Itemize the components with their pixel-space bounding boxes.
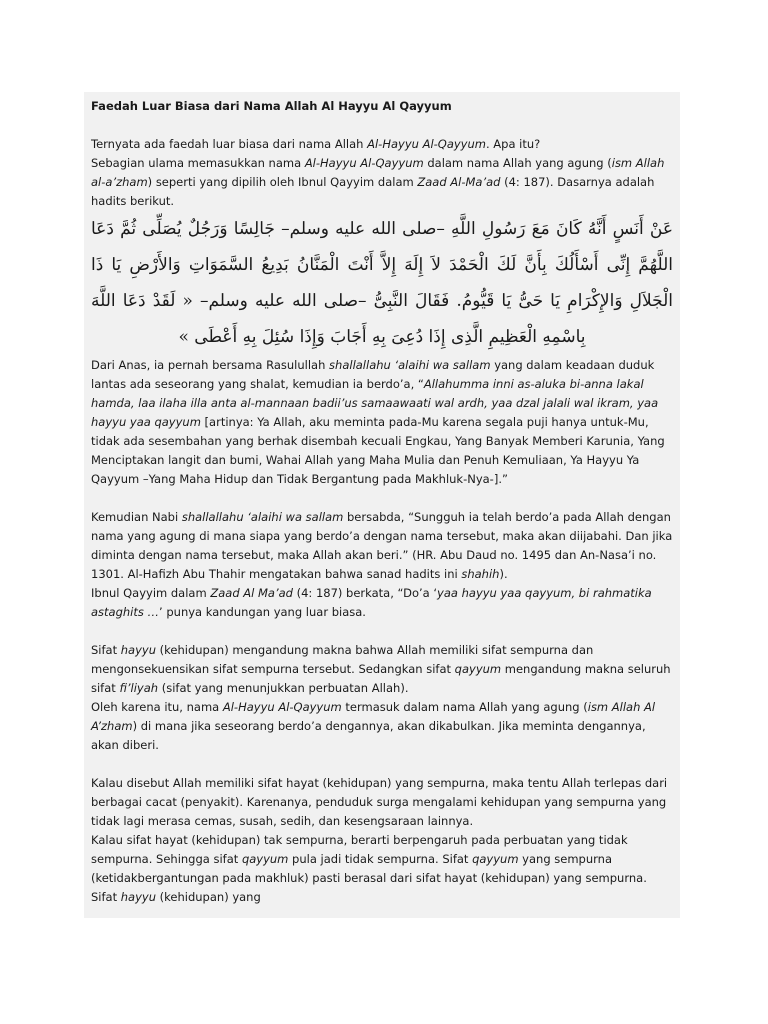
document-page — [84, 92, 680, 918]
italic-term: shahih — [461, 567, 500, 581]
italic-term: ism Allah al-a’zham — [91, 156, 665, 189]
text-segment: Sifat — [91, 643, 121, 657]
paragraph-sifat-hayat — [91, 774, 673, 831]
text-segment: (sifat yang menunjukkan perbuatan Allah). — [158, 681, 409, 695]
text-segment: Dari Anas, ia pernah bersama Rasulullah — [91, 358, 330, 372]
paragraph-ulama — [91, 154, 673, 211]
italic-term: qayyum — [454, 662, 502, 676]
text-segment: (4: 187). Dasarnya adalah hadits berikut. — [91, 175, 655, 208]
text-segment: ). — [499, 567, 508, 581]
italic-term: Al-Hayyu Al-Qayyum — [304, 156, 424, 170]
text-segment: dalam nama Allah yang agung ( — [423, 156, 612, 170]
text-segment: Sebagian ulama memasukkan nama — [91, 156, 305, 170]
document-content — [84, 92, 680, 907]
text-segment: termasuk dalam nama Allah yang agung ( — [341, 700, 588, 714]
italic-term: Al-Hayyu Al-Qayyum — [222, 700, 342, 714]
text-segment: Kalau disebut Allah memiliki sifat hayat (kehidupan) yang sempurna, maka tentu Allah terlepas dari berbagai cacat (penyakit). Karenanya, penduduk surga mengalami kehidupan yang sempurna yang tidak lagi merasa cemas, susah, sedih, dan kesengsaraan lainnya. — [91, 776, 668, 828]
italic-term: hayyu — [120, 890, 157, 904]
italic-term: shallallahu ‘alaihi wa sallam — [329, 358, 491, 372]
article-title: Faedah Luar Biasa dari Nama Allah Al Hayyu Al Qayyum — [91, 99, 452, 113]
italic-term: Allahumma inni as-aluka bi-anna lakal hamda, laa ilaha illa anta al-mannaan badii’us samaawaati wal ardh, yaa dzal jalali wal ikram, yaa hayyu yaa qayyum — [91, 377, 659, 429]
italic-term: fi’liyah — [119, 681, 159, 695]
text-segment: . Apa itu? — [485, 137, 541, 151]
text-segment: Kemudian Nabi — [91, 510, 182, 524]
text-segment: Kalau sifat hayat (kehidupan) tak sempurna, berarti berpengaruh pada perbuatan yang tidak sempurna. Sehingga sifat — [91, 833, 628, 866]
text-segment: Ternyata ada faedah luar biasa dari nama Allah — [91, 137, 368, 151]
text-segment: Ibnul Qayyim dalam — [91, 586, 211, 600]
italic-term: Zaad Al-Ma’ad — [417, 175, 501, 189]
paragraph-intro — [91, 135, 673, 154]
text-segment: ) di mana jika seseorang berdo’a dengannya, akan dikabulkan. Jika meminta dengannya, akan diberi. — [91, 719, 646, 752]
text-segment: bersabda, “Sungguh ia telah berdo’a pada Allah dengan nama yang agung di mana siapa yang berdo’a dengan nama tersebut, maka akan diijabahi. Dan jika diminta dengan nama tersebut, maka Allah akan beri.” (HR. Abu Daud no. 1495 dan An-Nasa’i no. 1301. Al-Hafizh Abu Thahir mengatakan bahwa sanad hadits ini — [91, 510, 673, 581]
text-segment: (kehidupan) mengandung makna bahwa Allah memiliki sifat sempurna dan mengonsekuensikan sifat sempurna tersebut. Sedangkan sifat — [91, 643, 594, 676]
italic-term: shallallahu ‘alaihi wa sallam — [181, 510, 344, 524]
paragraph-nabi-bersabda — [91, 508, 673, 584]
text-segment: yang dalam keadaan duduk lantas ada seseorang yang shalat, kemudian ia berdo’a, “ — [91, 358, 655, 391]
italic-term: ism Allah Al A’zham — [91, 700, 656, 733]
paragraph-translation — [91, 356, 673, 489]
italic-term: hayyu — [120, 643, 157, 657]
italic-term: yaa hayyu yaa qayyum, bi rahmatika astaghits … — [91, 586, 652, 619]
text-segment: pula jadi tidak sempurna. Sifat — [288, 852, 473, 866]
italic-term: qayyum — [241, 852, 289, 866]
paragraph-ibnul-qayyim — [91, 584, 673, 622]
text-segment: (4: 187) berkata, “Do’a ‘ — [292, 586, 438, 600]
paragraph-sifat-qayyum — [91, 831, 673, 907]
paragraph-ism-allah — [91, 698, 673, 755]
italic-term: Al-Hayyu Al-Qayyum — [367, 137, 486, 151]
text-segment: mengandung makna seluruh sifat — [91, 662, 671, 695]
italic-term: qayyum — [472, 852, 519, 866]
paragraph-sifat-hayyu — [91, 641, 673, 698]
text-segment: ’ punya kandungan yang luar biasa. — [159, 605, 366, 619]
text-segment: yang sempurna (ketidakbergantungan pada makhluk) pasti berasal dari sifat hayat (kehidupan) yang sempurna. Sifat — [91, 852, 647, 904]
text-segment: Oleh karena itu, nama — [91, 700, 223, 714]
text-segment: (kehidupan) yang — [156, 890, 261, 904]
arabic-hadith: عَنْ أَنَسٍ أَنَّهُ كَانَ مَعَ رَسُولِ اللَّهِ –صلى الله عليه وسلم– جَالِسًا وَرَجُلٌ يُصَلِّى ثُمَّ دَعَا اللَّهُمَّ إِنِّى أَسْأَلُكَ بِأَنَّ لَكَ الْحَمْدَ لاَ إِلَهَ إِلاَّ أَنْتَ الْمَنَّانُ بَدِيعُ السَّمَوَاتِ وَالأَرْضِ يَا ذَا الْجَلاَلِ وَالإِكْرَامِ يَا حَىُّ يَا قَيُّومُ. فَقَالَ النَّبِىُّ –صلى الله عليه وسلم– « لَقَدْ دَعَا اللَّهَ بِاسْمِهِ الْعَظِيمِ الَّذِى إِذَا دُعِىَ بِهِ أَجَابَ وَإِذَا سُئِلَ بِهِ أَعْطَى » — [91, 219, 673, 347]
italic-term: Zaad Al Ma’ad — [210, 586, 293, 600]
text-segment: [artinya: Ya Allah, aku meminta pada-Mu karena segala puji hanya untuk-Mu, tidak ada sesembahan yang berhak disembah kecuali Engkau, Yang Banyak Memberi Karunia, Yang Menciptakan langit dan bumi, Wahai Allah yang Maha Mulia dan Penuh Kemuliaan, Ya Hayyu Ya Qayyum –Yang Maha Hidup dan Tidak Bergantung pada Makhluk-Nya-].” — [91, 415, 665, 486]
text-segment: ) seperti yang dipilih oleh Ibnul Qayyim dalam — [147, 175, 418, 189]
